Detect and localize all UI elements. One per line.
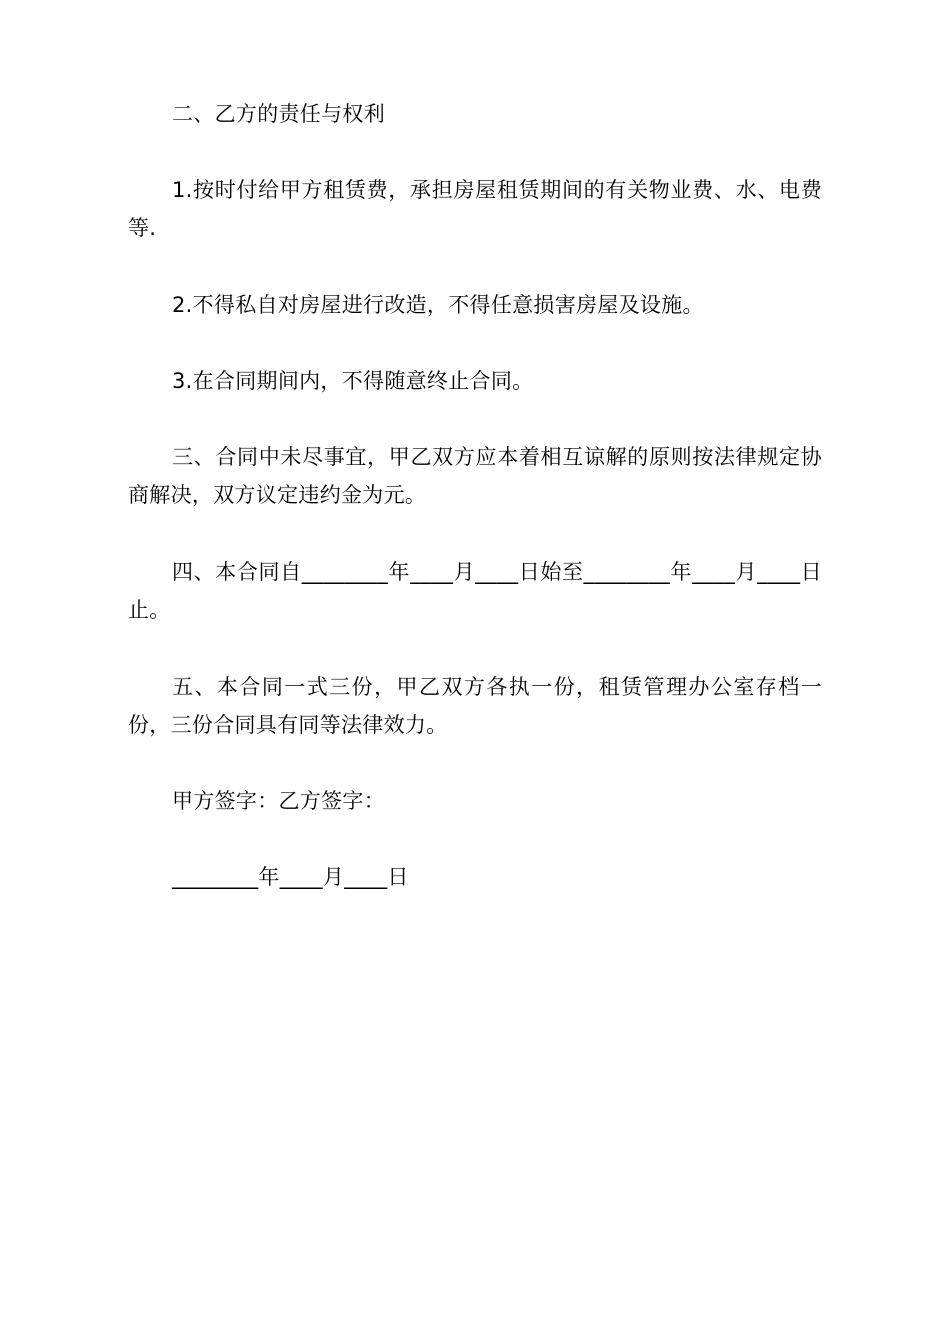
section-four-contract-period: 四、本合同自________年____月____日始至________年____月____日止。 [128,560,822,622]
clause-1-pay-rent: 1.按时付给甲方租赁费，承担房屋租赁期间的有关物业费、水、电费等. [128,178,822,240]
clause-2-no-modification: 2.不得私自对房屋进行改造，不得任意损害房屋及设施。 [172,293,704,317]
section-three-unresolved-matters: 三、合同中未尽事宜，甲乙双方应本着相互谅解的原则按法律规定协商解决，双方议定违约金为元。 [128,445,822,507]
section-five-copies: 五、本合同一式三份，甲乙双方各执一份，租赁管理办公室存档一份，三份合同具有同等法律效力。 [128,675,822,737]
section-heading-party-b-duties: 二、乙方的责任与权利 [172,102,385,126]
signature-date-line: ________年____月____日 [172,865,409,889]
clause-3-no-termination: 3.在合同期间内，不得随意终止合同。 [172,369,534,393]
signature-line: 甲方签字：乙方签字： [172,789,385,813]
